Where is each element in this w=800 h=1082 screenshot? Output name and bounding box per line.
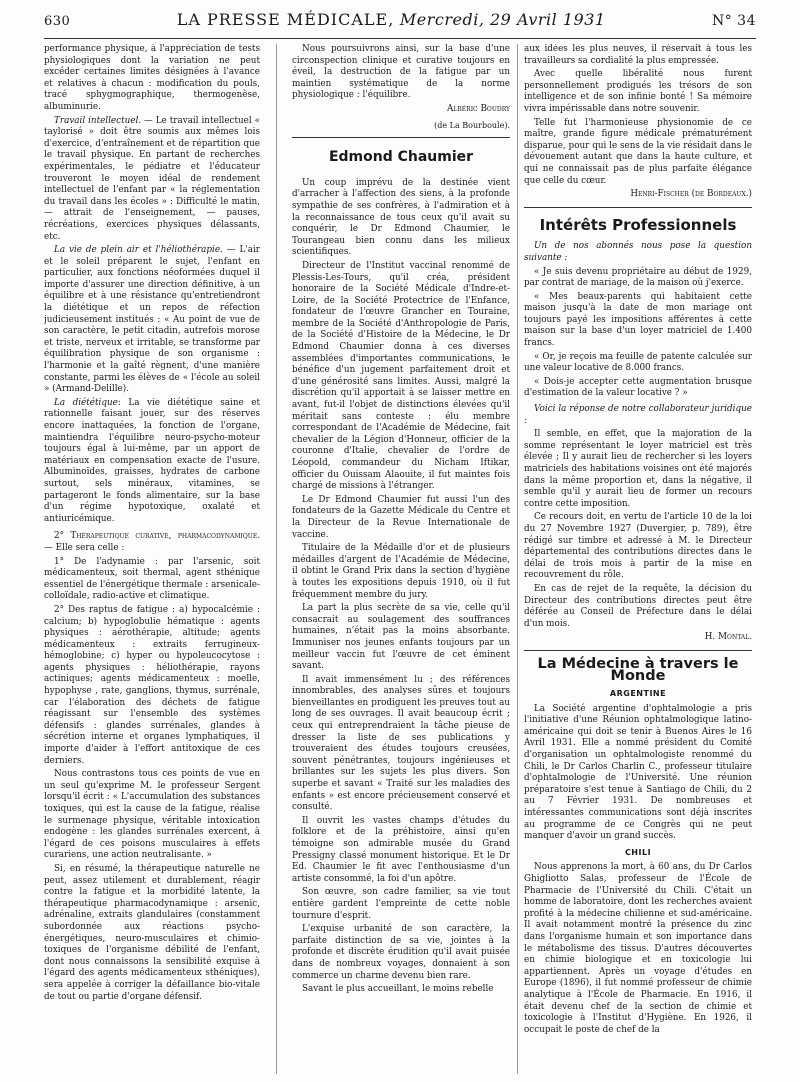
country-heading-argentine: ARGENTINE — [609, 689, 667, 699]
page-number: 630 — [44, 14, 71, 29]
paragraph: Ce recours doit, en vertu de l'article 10 de la loi du 27 Novembre 1927 (Duvergier, p. 789), être rédigé sur timbre et adressé à M. le Directeur départemental des contributions directes dans le délai de trois mois à partir de la mise en recouvrement du rôle. — [524, 512, 752, 581]
paragraph: « Dois-je accepter cette augmentation brusque d'estimation de la valeur locative ? » — [524, 376, 752, 399]
paragraph: 2° Des raptus de fatigue : a) hypocalcémie : calcium; b) hypoglobulie hématique : agents physiques : aérothérapie, altitude; agents médicamenteux : extraits ferrugineux-hémoglobine; c) hyper ou hypoleucocytose : agents physiques : héliothérapie, rayons actiniques; agents médicamenteux : moelle, hypophyse , rate, ganglions, thymus, surrénale, car l'élaboration des déchets de fatigue réagissant sur l'ensemble des systèmes défensifs : glandes surrénales, glandes à sécrétion interne et organes lymphatiques, il importe d'aider à l'effort antitoxique de ces derniers. — [44, 604, 260, 766]
column-1 — [44, 44, 260, 1074]
paragraph: Titulaire de la Médaille d'or et de plusieurs médailles d'argent de l'Académie de Médecine, il obtint le Grand Prix dans la section d'hygiène à toutes les expositions depuis 1910, où il fut fréquemment membre du jury. — [292, 543, 510, 600]
country-heading-chili: CHILI — [624, 847, 652, 857]
column-divider — [517, 44, 518, 1074]
issue-number: N° 34 — [711, 13, 756, 29]
paragraph: Nous contrastons tous ces points de vue en un seul qu'exprime M. le professeur Sergent lorsqu'il écrit : « L'accumulation des substances toxiques, qui est la cause de la fatigue, réalise le surmenage physique, véritable intoxication endogène : les glandes surrénales exercent, à l'égard de ces poisons musculaires à effets curariens, une action neutralisante. » — [44, 769, 260, 861]
paragraph: Il ouvrit les vastes champs d'études du folklore et de la préhistoire, ainsi qu'en témoigne son admirable musée du Grand Pressigny classé monument historique. Et le Dr Ed. Chaumier le fit avec l'enthousiasme d'un artiste consommé, la foi d'un apôtre. — [292, 815, 510, 884]
section-rule — [292, 137, 510, 138]
section-head: La diététique — [54, 397, 118, 408]
author-location: (de La Bourboule). — [434, 120, 510, 130]
paragraph: 1° De l'adynamie : par l'arsenic, soit médicamenteux, soit thermal, agent sthénique essentiel de l'énergétique thermale : arsenicale-colloïdale, radio-active et climatique. — [44, 556, 260, 602]
question-intro-text: Un de nos abonnés nous pose la question suivante : — [524, 241, 752, 263]
section-title-monde: La Médecine à travers le Monde — [537, 655, 739, 684]
author-signature: Henri-Fischer (de Bordeaux.) — [630, 189, 752, 200]
section-rule — [524, 207, 752, 208]
paragraph-text: : La vie diététique saine et rationnelle faisant jouer, sur des réserves encore inattaquées, la fonction de l'organe, maintiendra l'équilibre neuro-psycho-moteur toujours égal à lui-même, par un apport de matériaux en compensation exacte de l'usure. Albuminoïdes, graisses, hydrates de carbone surtout, sels minéraux, vitamines, se partageront le fonds alimentaire, sur la base d'un régime hypotoxique, oxalaté et antiuricémique. — [44, 397, 260, 524]
paragraph-text: — Le travail intellectuel « taylorisé » doit être soumis aux mêmes lois d'exercice, d'entraînement et de répartition que le travail physique. En partant de recherches expérimentales, le pédiatre et l'éducateur trouveront le moyen idéal de rendement intellectuel de l'enfant par « la réglementation du travail dans les écoles » : Difficulté le matin, — attrait de l'enseignement, — pauses, récréations, exercices physiques délassants, etc. — [44, 115, 260, 242]
paragraph: Son œuvre, son cadre familier, sa vie tout entière gardent l'empreinte de cette noble tournure d'esprit. — [292, 887, 510, 921]
section-head: 2° Thérapeutique curative, pharmacodynamique. — [54, 531, 260, 542]
paragraph: Directeur de l'Institut vaccinal renommé de Plessis-Les-Tours, qu'il créa, président honoraire de la Société Médicale d'Indre-et-Loire, de la Société Protectrice de l'Enfance, fondateur de l'œuvre Grancher en Touraine, membre de la Société d'Anthropologie de Paris, de la Société d'Histoire de la Médecine, le Dr Edmond Chaumier donna à ces diverses assemblées d'importantes communications, le bénéfice d'un jugement parfaitement droit et d'une générosité sans limites. Aussi, malgré la discrétion qu'il apportait à se laisser mettre en avant, fut-il l'objet de distinctions élevées qu'il méritait sans conteste : élu membre correspondant de l'Académie de Médecine, fait chevalier de la Légion d'Honneur, officier de la couronne d'Italie, chevalier de l'ordre de Léopold, commandeur du Nicham Iftikar, officier du Ouissam Alaouite, il fut maintes fois chargé de missions à l'étranger. — [292, 260, 510, 492]
paragraph: « Je suis devenu propriétaire au début de 1929, par contrat de mariage, de la maison où j'exerce. — [524, 266, 752, 289]
paragraph — [44, 245, 260, 396]
answer-intro — [524, 404, 752, 427]
column-divider — [276, 44, 277, 1074]
paragraph: « Mes beaux-parents qui habitaient cette maison jusqu'à la date de mon mariage ont toujours payé les impositions afférentes à cette maison sur la base d'un loyer matriciel de 1.400 francs. — [524, 291, 752, 349]
question-intro — [524, 241, 752, 264]
paragraph: Telle fut l'harmonieuse physionomie de ce maître, grande figure médicale prématurément disparue, pour qui le sens de la vie résidait dans le dévouement autant que dans la haute culture, et qui ne connaissait pas de plus parfaite élégance que celle du cœur. — [524, 117, 752, 186]
paragraph: « Or, je reçois ma feuille de patente calculée sur une valeur locative de 8.000 francs. — [524, 351, 752, 374]
paragraph — [44, 398, 260, 526]
paragraph: Savant le plus accueillant, le moins rebelle — [302, 984, 494, 995]
paragraph — [44, 116, 260, 244]
answer-intro-text: Voici la réponse de notre collaborateur juridique : — [524, 404, 752, 426]
column-2 — [292, 44, 510, 1074]
paragraph: Si, en résumé, la thérapeutique naturelle ne peut, assez utilement et durablement, réagir contre la fatigue et la morbidité latente, la thérapeutique pharmacodynamique : arsenic, adrénaline, extraits glandulaires (constamment subordonnée aux réactions psycho-énergétiques, neuro-musculaires et chimio-toxiques de l'organisme débilité de l'enfant, dont nous connaissons la sensibilité exquise à l'égard des agents médicamenteux sthéniques), sera appelée à corriger la défaillance bio-vitale de tout ou partie d'organe défensif. — [44, 863, 260, 1002]
column-3 — [524, 44, 752, 1074]
section-head: La vie de plein air et l'héliothérapie. — [54, 245, 223, 256]
paragraph: Nous apprenons la mort, à 60 ans, du Dr Carlos Ghigliotto Salas, professeur de l'École de Pharmacie de l'Université du Chili. C'était un homme de laboratoire, dont les recherches avaient profité à la médecine chilienne et sud-américaine. Il avait notamment montré la présence du zinc dans l'organisme humain et son importance dans le métabolisme des tissus. D'autres découvertes en chimie biologique et en toxicologie lui appartiennent. Après un voyage d'études en Europe (1896), il fut nommé professeur de chimie analytique à l'École de Pharmacie. En 1916, il était devenu chef de la section de chimie et toxicologie à l'Institut d'Hygiène. En 1926, il occupait le poste de chef de la — [524, 862, 752, 1035]
paragraph: performance physique, à l'appréciation de tests physiologiques dont la variation ne peut excéder certaines limites désignées à l'avance et relatives à chacun : modification du pouls, tracé sphygmographique, thermogenèse, albuminurie. — [44, 44, 260, 112]
paragraph-text: — L'air et le soleil préparent le sujet, l'enfant en particulier, aux fonctions néoformées duquel il importe d'assurer une direction définitive, à un équilibre et à une résistance qu'entretiendront la diététique et un repos de réfection judicieusement institués : « Au point de vue de son caractère, le petit citadin, autrefois morose et triste, nerveux et irritable, se transforme par équilibration physique de son organisme : l'harmonie et la gaîté règnent, d'une manière constante, parmi les élèves de « l'école au soleil » (Armand-Delille). — [44, 245, 260, 395]
paragraph-text: — Elle sera celle : — [44, 542, 125, 553]
paragraph: Il semble, en effet, que la majoration de la somme représentant le loyer matriciel est très élevée ; Il y aurait lieu de rechercher si les loyers matriciels des habitations voisines ont été majorés dans la même proportion et, dans la négative, il semble qu'il y aurait lieu de former un recours contre cette imposition. — [524, 429, 752, 509]
section-head: Travail intellectuel. — [54, 115, 142, 126]
masthead — [44, 10, 756, 34]
paragraph — [44, 531, 260, 554]
author-signature: Albéric Boudry — [447, 103, 510, 114]
paragraph: Il avait immensément lu ; des références innombrables, des analyses sûres et toujours bienveillantes en prodiguent les preuves tout au long de ses ouvrages. Il avait beaucoup écrit ; ceux qui entreprendraient la tâche pieuse de dresser la liste de ses publications y trouveraient des études toujours creusées, souvent pénétrantes, toujours ingénieuses et brillantes sur les sujets les plus divers. Son superbe et savant « Traité sur les maladies des enfants » est encore précieusement conservé et consulté. — [292, 674, 510, 813]
author-signature: H. Montal. — [704, 632, 752, 643]
section-title-interets: Intérêts Professionnels — [539, 215, 737, 234]
paragraph: La part la plus secrète de sa vie, celle qu'il consacrait au soulagement des souffrances humaines, n'était pas la moins absorbante. Immuniser nos jeunes enfants toujours par un meilleur vaccin fut l'œuvre de cet éminent savant. — [292, 603, 510, 672]
section-rule — [524, 650, 752, 651]
paragraph: En cas de rejet de la requête, la décision du Directeur des contributions directes peut être déférée au Conseil de Préfecture dans le délai d'un mois. — [524, 583, 752, 629]
paragraph: Le Dr Edmond Chaumier fut aussi l'un des fondateurs de la Gazette Médicale du Centre et la Directeur de la Revue Internationale de vaccine. — [292, 494, 510, 540]
issue-date: Mercredi, 29 Avril 1931 — [399, 10, 606, 29]
masthead-title — [177, 10, 606, 29]
paragraph: Un coup imprévu de la destinée vient d'arracher à l'affection des siens, à la profonde sympathie de ses confrères, à l'admiration et à la reconnaissance de tous ceux qu'il avait su conquérir, le Dr Edmond Chaumier, le Tourangeau bien connu dans les milieux scientifiques. — [292, 177, 510, 258]
article-title-chaumier: Edmond Chaumier — [328, 149, 474, 166]
paragraph: Nous poursuivrons ainsi, sur la base d'une circonspection clinique et curative toujours en éveil, la destruction de la fatigue par un maintien systématique de la norme physiologique : l'équilibre. — [292, 44, 510, 101]
paragraph: La Société argentine d'ophtalmologie a pris l'initiative d'une Réunion ophtalmologique latino-américaine qui doit se tenir à Buenos Aires le 16 Avril 1931. Elle a nommé président du Comité d'organisation un ophtalmologiste renommé du Chili, le Dr Carlos Charlin C., professeur titulaire d'ophtalmologie de l'Université. Une réunion préparatoire s'est tenue à Santiago de Chili, du 2 au 7 Février 1931. De nombreuses et intéressantes communications sont déjà inscrites au programme de ce Congrès qui ne peut manquer d'avoir un grand succès. — [524, 703, 752, 842]
paper-name: LA PRESSE MÉDICALE, — [176, 10, 395, 29]
paragraph: L'exquise urbanité de son caractère, la parfaite distinction de sa vie, jointes à la profonde et discrète érudition qu'il avait puisée dans de nombreux voyages, donnaient à son commerce un charme devenu bien rare. — [292, 924, 510, 981]
paragraph: aux idées les plus neuves, il réservait à tous les travailleurs sa cordialité la plus empressée. — [524, 44, 752, 66]
paragraph: Avec quelle libéralité nous furent personnellement prodigués les trésors de son intelligence et de son infinie bonté ! Sa mémoire vivra impérissable dans notre souvenir. — [524, 69, 752, 114]
masthead-rule — [44, 38, 756, 39]
